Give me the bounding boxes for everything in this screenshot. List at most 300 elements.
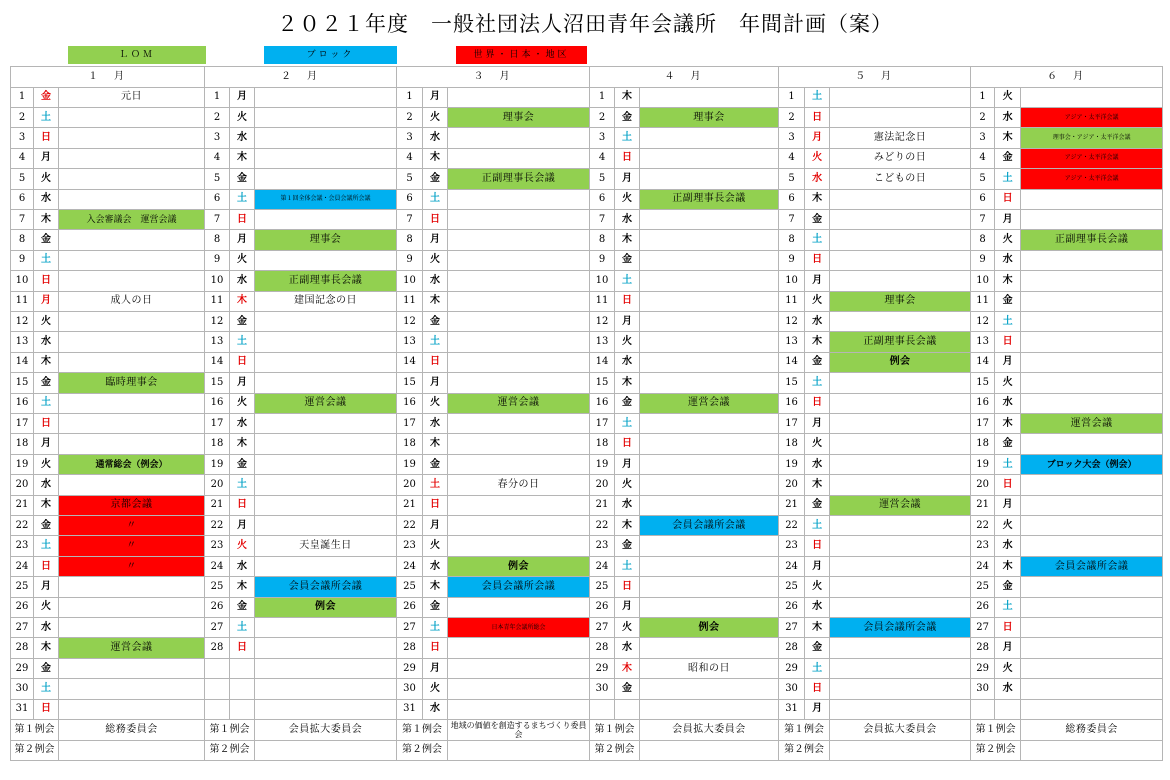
- weekday: 土: [805, 230, 830, 250]
- day-number: 9: [205, 250, 230, 270]
- day-number: 6: [590, 189, 615, 209]
- day-number: 1: [11, 87, 34, 107]
- event-cell: [640, 352, 779, 372]
- event-cell: [59, 618, 205, 638]
- event-cell: [640, 250, 779, 270]
- day-number: 3: [779, 128, 805, 148]
- day-number: 19: [397, 454, 423, 474]
- day-number: 21: [11, 495, 34, 515]
- day-number: 6: [779, 189, 805, 209]
- day-number: 6: [971, 189, 995, 209]
- day-number: 26: [205, 597, 230, 617]
- weekday: [230, 679, 255, 699]
- day-number: 14: [397, 352, 423, 372]
- day-number: 16: [590, 393, 615, 413]
- weekday: 月: [34, 577, 59, 597]
- event-cell: [640, 475, 779, 495]
- event-cell: [255, 332, 397, 352]
- day-number: 23: [397, 536, 423, 556]
- day-number: 4: [397, 148, 423, 168]
- day-number: 30: [397, 679, 423, 699]
- weekday: 金: [615, 536, 640, 556]
- weekday: 金: [423, 311, 448, 331]
- weekday: 月: [805, 271, 830, 291]
- event-cell: [255, 618, 397, 638]
- day-number: 24: [779, 556, 805, 576]
- day-number: 22: [205, 516, 230, 536]
- weekday: 火: [34, 169, 59, 189]
- event-cell: [59, 679, 205, 699]
- day-number: 1: [397, 87, 423, 107]
- day-number: 2: [397, 107, 423, 127]
- weekday: 金: [34, 230, 59, 250]
- event-cell: [448, 311, 590, 331]
- weekday: 金: [230, 311, 255, 331]
- event-cell: [1021, 658, 1163, 678]
- event-cell: 通常総会（例会）: [59, 454, 205, 474]
- report-label: 第２例会: [11, 740, 59, 760]
- weekday: 土: [995, 454, 1021, 474]
- weekday: 木: [34, 638, 59, 658]
- event-cell: [830, 475, 971, 495]
- day-number: 2: [11, 107, 34, 127]
- day-number: 11: [397, 291, 423, 311]
- weekday: 水: [423, 699, 448, 719]
- day-number: 28: [590, 638, 615, 658]
- weekday: 金: [615, 679, 640, 699]
- event-cell: [59, 250, 205, 270]
- weekday: 土: [805, 87, 830, 107]
- report-committee: [640, 740, 779, 760]
- event-cell: [59, 271, 205, 291]
- event-cell: 運営会議: [255, 393, 397, 413]
- weekday: 水: [805, 169, 830, 189]
- weekday: 月: [995, 495, 1021, 515]
- weekday: 水: [615, 495, 640, 515]
- day-number: 19: [971, 454, 995, 474]
- weekday: 日: [995, 189, 1021, 209]
- event-cell: [1021, 475, 1163, 495]
- event-cell: 理事会・アジア・太平洋会議: [1021, 128, 1163, 148]
- report-label: 第１例会: [397, 720, 448, 740]
- event-cell: [830, 454, 971, 474]
- day-number: 3: [971, 128, 995, 148]
- day-number: 15: [11, 373, 34, 393]
- day-number: 12: [397, 311, 423, 331]
- day-number: 13: [397, 332, 423, 352]
- weekday: 火: [615, 618, 640, 638]
- weekday: 土: [423, 618, 448, 638]
- event-cell: [448, 414, 590, 434]
- weekday: 水: [423, 271, 448, 291]
- day-number: 8: [779, 230, 805, 250]
- event-cell: [448, 332, 590, 352]
- day-row: [11, 679, 1163, 699]
- day-number: 19: [779, 454, 805, 474]
- day-number: 1: [779, 87, 805, 107]
- day-row: [11, 699, 1163, 719]
- weekday: 月: [615, 454, 640, 474]
- day-number: 8: [397, 230, 423, 250]
- day-number: 2: [779, 107, 805, 127]
- month-header: １ 月: [11, 67, 205, 88]
- day-number: 24: [971, 556, 995, 576]
- event-cell: 会員会議所会議: [1021, 556, 1163, 576]
- event-cell: 運営会議: [59, 638, 205, 658]
- event-cell: [830, 556, 971, 576]
- day-number: 8: [590, 230, 615, 250]
- weekday: 金: [34, 373, 59, 393]
- day-number: 2: [590, 107, 615, 127]
- day-number: 24: [11, 556, 34, 576]
- event-cell: [830, 107, 971, 127]
- day-number: 21: [397, 495, 423, 515]
- weekday: 木: [995, 271, 1021, 291]
- event-cell: 天皇誕生日: [255, 536, 397, 556]
- event-cell: [59, 332, 205, 352]
- weekday: 土: [995, 597, 1021, 617]
- event-cell: [830, 597, 971, 617]
- day-row: [11, 434, 1163, 454]
- day-number: 25: [397, 577, 423, 597]
- event-cell: 正副理事長会議: [830, 332, 971, 352]
- event-cell: [830, 189, 971, 209]
- event-cell: [448, 373, 590, 393]
- day-number: 23: [590, 536, 615, 556]
- day-number: 6: [11, 189, 34, 209]
- weekday: 土: [615, 128, 640, 148]
- day-number: 4: [779, 148, 805, 168]
- event-cell: [1021, 597, 1163, 617]
- weekday: 木: [423, 291, 448, 311]
- day-row: [11, 332, 1163, 352]
- weekday: 日: [34, 556, 59, 576]
- day-number: 8: [971, 230, 995, 250]
- day-number: 1: [971, 87, 995, 107]
- day-number: 3: [397, 128, 423, 148]
- event-cell: [640, 271, 779, 291]
- event-cell: [448, 679, 590, 699]
- weekday: 土: [230, 332, 255, 352]
- day-number: [590, 699, 615, 719]
- weekday: 土: [230, 475, 255, 495]
- weekday: 金: [805, 352, 830, 372]
- day-number: 12: [971, 311, 995, 331]
- event-cell: [255, 148, 397, 168]
- day-number: 26: [779, 597, 805, 617]
- event-cell: [59, 577, 205, 597]
- event-cell: [448, 536, 590, 556]
- weekday: 月: [805, 699, 830, 719]
- weekday: 木: [34, 352, 59, 372]
- weekday: 水: [230, 271, 255, 291]
- day-number: 30: [779, 679, 805, 699]
- day-number: 3: [205, 128, 230, 148]
- event-cell: [1021, 434, 1163, 454]
- month-header: ２ 月: [205, 67, 397, 88]
- report-committee: [59, 740, 205, 760]
- weekday: 日: [423, 352, 448, 372]
- day-number: 13: [11, 332, 34, 352]
- day-number: 25: [11, 577, 34, 597]
- event-cell: [830, 658, 971, 678]
- event-cell: [1021, 393, 1163, 413]
- weekday: 日: [615, 577, 640, 597]
- weekday: 水: [230, 556, 255, 576]
- month-header: ５ 月: [779, 67, 971, 88]
- event-cell: [1021, 311, 1163, 331]
- day-number: 18: [205, 434, 230, 454]
- weekday: [615, 699, 640, 719]
- weekday: 火: [34, 597, 59, 617]
- weekday: 金: [230, 597, 255, 617]
- event-cell: 〃: [59, 556, 205, 576]
- event-cell: アジア・太平洋会議: [1021, 169, 1163, 189]
- report-committee: [255, 740, 397, 760]
- event-cell: 成人の日: [59, 291, 205, 311]
- weekday: 月: [995, 352, 1021, 372]
- event-cell: [448, 658, 590, 678]
- day-number: 5: [971, 169, 995, 189]
- weekday: 木: [615, 516, 640, 536]
- weekday: 月: [423, 230, 448, 250]
- day-number: 17: [971, 414, 995, 434]
- event-cell: [255, 699, 397, 719]
- event-cell: [59, 475, 205, 495]
- day-number: 23: [11, 536, 34, 556]
- weekday: 日: [995, 332, 1021, 352]
- weekday: 水: [615, 209, 640, 229]
- event-cell: [1021, 87, 1163, 107]
- event-cell: 理事会: [640, 107, 779, 127]
- legend-block: ブロック: [264, 46, 397, 64]
- weekday: 火: [805, 291, 830, 311]
- weekday: 日: [615, 291, 640, 311]
- event-cell: [1021, 536, 1163, 556]
- weekday: 金: [615, 250, 640, 270]
- day-number: 22: [590, 516, 615, 536]
- event-cell: [830, 250, 971, 270]
- weekday: 日: [230, 495, 255, 515]
- day-number: 1: [205, 87, 230, 107]
- day-row: [11, 250, 1163, 270]
- weekday: 水: [995, 536, 1021, 556]
- day-number: 14: [971, 352, 995, 372]
- weekday: 水: [34, 332, 59, 352]
- weekday: 日: [423, 495, 448, 515]
- day-row: [11, 311, 1163, 331]
- event-cell: [640, 209, 779, 229]
- event-cell: [1021, 679, 1163, 699]
- event-cell: [830, 311, 971, 331]
- day-number: 7: [971, 209, 995, 229]
- day-number: 11: [971, 291, 995, 311]
- event-cell: [255, 250, 397, 270]
- event-cell: [1021, 577, 1163, 597]
- day-number: 17: [590, 414, 615, 434]
- day-number: 22: [779, 516, 805, 536]
- day-number: 11: [590, 291, 615, 311]
- day-row: [11, 148, 1163, 168]
- report-committee: [448, 740, 590, 760]
- weekday: 日: [805, 107, 830, 127]
- annual-calendar: [10, 66, 1163, 761]
- event-cell: [640, 454, 779, 474]
- weekday: 火: [805, 577, 830, 597]
- event-cell: [640, 311, 779, 331]
- day-number: 11: [779, 291, 805, 311]
- event-cell: 建国記念の日: [255, 291, 397, 311]
- day-number: 12: [779, 311, 805, 331]
- weekday: 月: [230, 230, 255, 250]
- day-row: [11, 658, 1163, 678]
- day-number: 22: [397, 516, 423, 536]
- weekday: 月: [423, 516, 448, 536]
- event-cell: [59, 107, 205, 127]
- event-cell: 元日: [59, 87, 205, 107]
- event-cell: [255, 169, 397, 189]
- day-number: 17: [779, 414, 805, 434]
- weekday: 金: [995, 434, 1021, 454]
- event-cell: [59, 597, 205, 617]
- event-cell: [1021, 699, 1163, 719]
- day-number: 5: [590, 169, 615, 189]
- event-cell: みどりの日: [830, 148, 971, 168]
- event-cell: [255, 454, 397, 474]
- day-number: 12: [205, 311, 230, 331]
- weekday: 金: [423, 454, 448, 474]
- event-cell: [640, 373, 779, 393]
- day-number: 8: [11, 230, 34, 250]
- event-cell: 会員会議所会議: [830, 618, 971, 638]
- event-cell: [255, 414, 397, 434]
- day-number: 22: [971, 516, 995, 536]
- day-number: 14: [779, 352, 805, 372]
- weekday: 木: [423, 577, 448, 597]
- day-number: 2: [205, 107, 230, 127]
- event-cell: [640, 434, 779, 454]
- day-row: [11, 107, 1163, 127]
- legend-world-japan-district: 世界・日本・地区: [456, 46, 587, 64]
- event-cell: [1021, 516, 1163, 536]
- weekday: 月: [615, 169, 640, 189]
- weekday: 金: [615, 393, 640, 413]
- weekday: 木: [805, 475, 830, 495]
- weekday: 水: [995, 679, 1021, 699]
- weekday: 木: [34, 209, 59, 229]
- event-cell: [59, 393, 205, 413]
- event-cell: [255, 679, 397, 699]
- weekday: 土: [230, 189, 255, 209]
- day-number: 25: [971, 577, 995, 597]
- day-number: 11: [11, 291, 34, 311]
- day-number: 7: [779, 209, 805, 229]
- weekday: 日: [230, 209, 255, 229]
- legend-lom: ＬＯＭ: [68, 46, 206, 64]
- day-number: 16: [397, 393, 423, 413]
- event-cell: 第１回全体会議・会員会議所会議: [255, 189, 397, 209]
- report-label: 第１例会: [11, 720, 59, 740]
- day-number: [971, 699, 995, 719]
- day-number: 10: [11, 271, 34, 291]
- weekday: 土: [615, 271, 640, 291]
- day-number: 29: [590, 658, 615, 678]
- event-cell: [255, 209, 397, 229]
- day-number: 17: [11, 414, 34, 434]
- day-row: [11, 475, 1163, 495]
- day-row: [11, 577, 1163, 597]
- day-number: 24: [397, 556, 423, 576]
- event-cell: [640, 536, 779, 556]
- weekday: 日: [805, 393, 830, 413]
- day-number: 5: [205, 169, 230, 189]
- event-cell: [59, 658, 205, 678]
- event-cell: [255, 658, 397, 678]
- day-row: [11, 291, 1163, 311]
- event-cell: 臨時理事会: [59, 373, 205, 393]
- event-cell: [1021, 352, 1163, 372]
- day-number: 9: [11, 250, 34, 270]
- weekday: 土: [423, 475, 448, 495]
- day-number: 9: [779, 250, 805, 270]
- event-cell: [830, 87, 971, 107]
- event-cell: [1021, 209, 1163, 229]
- day-number: 10: [205, 271, 230, 291]
- report-label: 第２例会: [397, 740, 448, 760]
- weekday: 日: [34, 271, 59, 291]
- event-cell: [255, 556, 397, 576]
- event-cell: [255, 475, 397, 495]
- report-label: 第１例会: [971, 720, 1021, 740]
- day-number: 28: [11, 638, 34, 658]
- weekday: 月: [34, 148, 59, 168]
- day-number: 22: [11, 516, 34, 536]
- event-cell: 例会: [255, 597, 397, 617]
- weekday: 水: [34, 189, 59, 209]
- weekday: 日: [995, 618, 1021, 638]
- day-number: 17: [205, 414, 230, 434]
- report-committee: [830, 740, 971, 760]
- event-cell: [640, 577, 779, 597]
- weekday: 日: [34, 414, 59, 434]
- event-cell: [830, 536, 971, 556]
- weekday: 木: [615, 373, 640, 393]
- event-cell: [448, 209, 590, 229]
- weekday: [995, 699, 1021, 719]
- day-number: 6: [397, 189, 423, 209]
- weekday: 火: [230, 250, 255, 270]
- report-committee: 会員拡大委員会: [640, 720, 779, 740]
- weekday: 火: [995, 658, 1021, 678]
- day-number: 7: [205, 209, 230, 229]
- day-row: [11, 87, 1163, 107]
- weekday: 金: [423, 169, 448, 189]
- weekday: 水: [34, 618, 59, 638]
- weekday: 木: [230, 577, 255, 597]
- weekday: 土: [423, 332, 448, 352]
- event-cell: [830, 414, 971, 434]
- weekday: 月: [615, 597, 640, 617]
- day-row: [11, 189, 1163, 209]
- event-cell: 春分の日: [448, 475, 590, 495]
- day-number: 29: [397, 658, 423, 678]
- weekday: 日: [615, 148, 640, 168]
- event-cell: [830, 393, 971, 413]
- event-cell: アジア・太平洋会議: [1021, 107, 1163, 127]
- weekday: 水: [423, 128, 448, 148]
- event-cell: [255, 107, 397, 127]
- weekday: 金: [34, 658, 59, 678]
